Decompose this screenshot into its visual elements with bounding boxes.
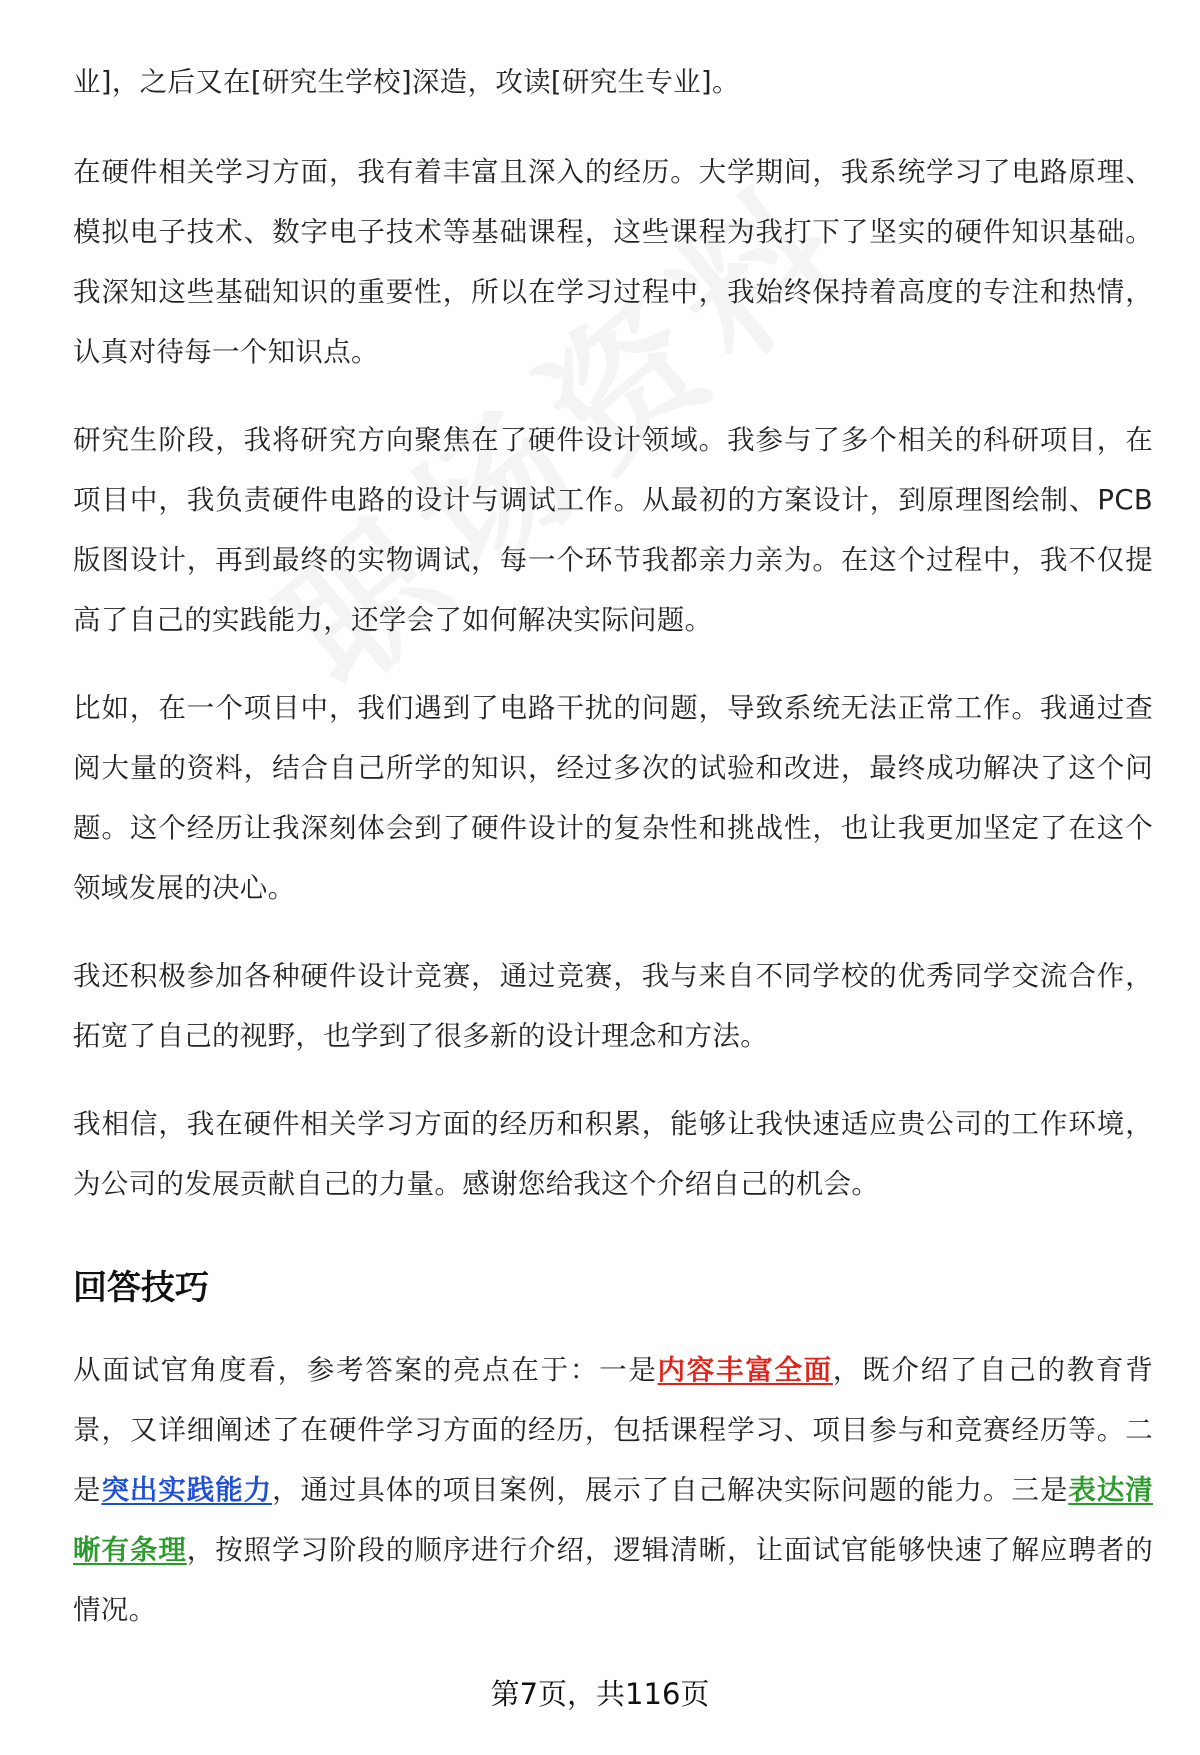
section-heading-answer-tips: 回答技巧 — [73, 1268, 209, 1308]
highlight-clear-expression: 表达清晰有条理 — [73, 1474, 1153, 1566]
paragraph-answer-tips — [73, 1340, 1153, 1640]
paragraph-conclusion: 我相信，我在硬件相关学习方面的经历和积累，能够让我快速适应贵公司的工作环境，为公司的发展贡献自己的力量。感谢您给我这个介绍自己的机会。 — [73, 1108, 1153, 1200]
document-body — [73, 52, 1153, 1668]
tips-text-1: 从面试官角度看，参考答案的亮点在于：一是 — [73, 1354, 658, 1386]
paragraph-education-continued: 业]，之后又在[研究生学校]深造，攻读[研究生专业]。 — [73, 66, 740, 98]
paragraph-project-example: 比如，在一个项目中，我们遇到了电路干扰的问题，导致系统无法正常工作。我通过查阅大量的资料，结合自己所学的知识，经过多次的试验和改进，最终成功解决了这个问题。这个经历让我深刻体会到了硬件设计的复杂性和挑战性，也让我更加坚定了在这个领域发展的决心。 — [73, 692, 1153, 904]
highlight-content-rich: 内容丰富全面 — [657, 1354, 833, 1386]
highlight-practical-ability: 突出实践能力 — [101, 1474, 273, 1506]
page-footer: 第7页，共116页 — [490, 1677, 710, 1711]
tips-text-4: ，按照学习阶段的顺序进行介绍，逻辑清晰，让面试官能够快速了解应聘者的情况。 — [73, 1534, 1154, 1626]
paragraph-competitions: 我还积极参加各种硬件设计竞赛，通过竞赛，我与来自不同学校的优秀同学交流合作，拓宽了自己的视野，也学到了很多新的设计理念和方法。 — [73, 960, 1153, 1052]
tips-text-2: ，既介绍了自己的教育背景，又详细阐述了在硬件学习方面的经历，包括课程学习、项目参与和竞赛经历等。二是 — [73, 1354, 1153, 1506]
tips-text-3: ，通过具体的项目案例，展示了自己解决实际问题的能力。三是 — [272, 1474, 1069, 1506]
paragraph-hardware-study: 在硬件相关学习方面，我有着丰富且深入的经历。大学期间，我系统学习了电路原理、模拟电子技术、数字电子技术等基础课程，这些课程为我打下了坚实的硬件知识基础。我深知这些基础知识的重要性，所以在学习过程中，我始终保持着高度的专注和热情，认真对待每一个知识点。 — [73, 156, 1153, 368]
paragraph-graduate-research: 研究生阶段，我将研究方向聚焦在了硬件设计领域。我参与了多个相关的科研项目，在项目中，我负责硬件电路的设计与调试工作。从最初的方案设计，到原理图绘制、PCB 版图设计，再到最终的实物调试，每一个环节我都亲力亲为。在这个过程中，我不仅提高了自己的实践能力，还学会了如何解决实际问题。 — [73, 424, 1153, 636]
